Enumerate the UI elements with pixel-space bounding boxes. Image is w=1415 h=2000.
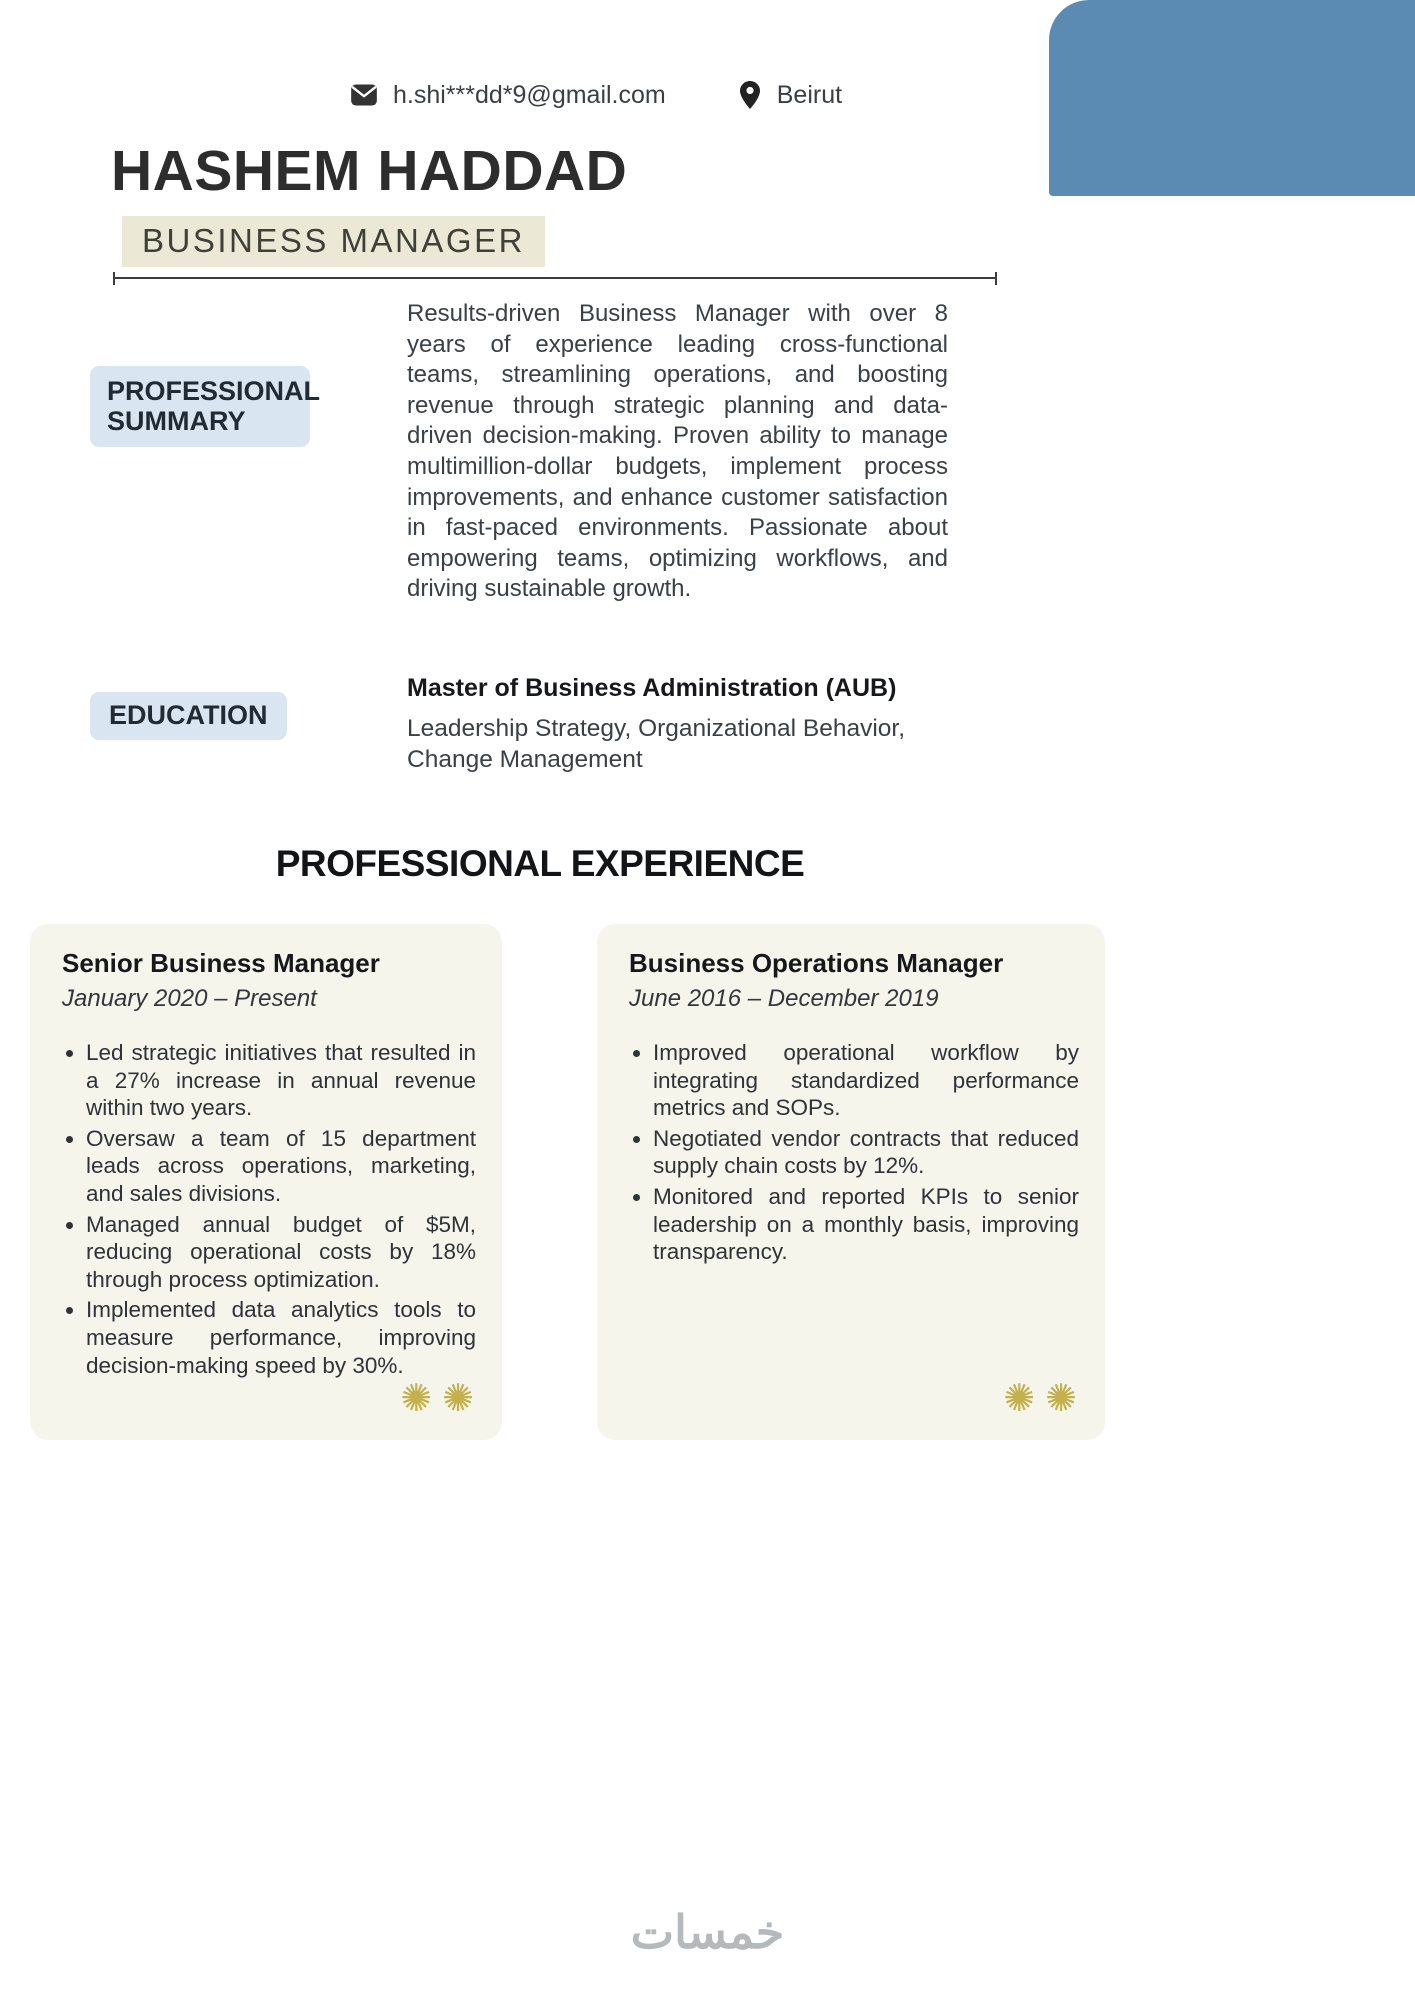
job-bullet-list (56, 1039, 476, 1379)
badge-row (1003, 1380, 1077, 1418)
seal-badge-icon: ✺ (1045, 1378, 1077, 1420)
section-label-professional-summary: PROFESSIONAL SUMMARY (90, 366, 310, 447)
bullet-item: • Managed annual budget of $5M, reducing operational costs by 18% through process optimization. (86, 1211, 476, 1294)
bullet-item: • Improved operational workflow by integrating standardized performance metrics and SOPs. (653, 1039, 1079, 1122)
experience-heading: PROFESSIONAL EXPERIENCE (275, 843, 805, 884)
location-pin-icon (738, 80, 762, 110)
email-icon (350, 83, 378, 107)
bullet-item: • Negotiated vendor contracts that reduced supply chain costs by 12%. (653, 1125, 1079, 1180)
education-degree: Master of Business Administration (AUB) (407, 674, 897, 702)
khamsat-watermark: خمسات (630, 1906, 785, 1958)
location-text: Beirut (776, 80, 843, 109)
candidate-name: HASHEM HADDAD (111, 139, 628, 203)
job-dates: January 2020 – Present (62, 985, 317, 1012)
contact-bar (350, 80, 842, 110)
bullet-item: • Oversaw a team of 15 department leads across operations, marketing, and sales divisions. (86, 1125, 476, 1208)
contact-location (738, 80, 842, 110)
job-bullet-list (623, 1039, 1079, 1266)
bullet-item: • Implemented data analytics tools to measure performance, improving decision-making speed by 30%. (86, 1296, 476, 1379)
corner-decoration (1049, 0, 1415, 196)
contact-email (350, 81, 666, 110)
candidate-title: BUSINESS MANAGER (122, 216, 545, 267)
email-text: h.shi***dd*9@gmail.com (393, 80, 666, 109)
job-title: Business Operations Manager (629, 948, 1004, 978)
job-dates: June 2016 – December 2019 (629, 985, 939, 1012)
seal-badge-icon: ✺ (442, 1378, 474, 1420)
experience-cards (30, 924, 1105, 1440)
header-divider (113, 277, 997, 279)
bullet-item: • Led strategic initiatives that resulted in a 27% increase in annual revenue within two years. (86, 1039, 476, 1122)
section-label-education: EDUCATION (90, 692, 287, 740)
seal-badge-icon: ✺ (1003, 1378, 1036, 1420)
seal-badge-icon: ✺ (400, 1378, 433, 1420)
education-details: Leadership Strategy, Organizational Behavior, Change Management (407, 715, 906, 773)
job-title: Senior Business Manager (62, 948, 380, 978)
experience-card-business-operations-manager (597, 924, 1105, 1440)
badge-row (400, 1380, 474, 1418)
experience-card-senior-business-manager (30, 924, 502, 1440)
professional-summary-text: Results-driven Business Manager with over 8 years of experience leading cross-functional teams, streamlining operations, and boosting revenue through strategic planning and data-driven decision-making. Proven ability to manage multimillion-dollar budgets, implement process improvements, and enhance customer satisfaction in fast-paced environments. Passionate about empowering teams, optimizing workflows, and driving sustainable growth. (407, 300, 948, 603)
bullet-item: • Monitored and reported KPIs to senior leadership on a monthly basis, improving transparency. (653, 1183, 1079, 1266)
